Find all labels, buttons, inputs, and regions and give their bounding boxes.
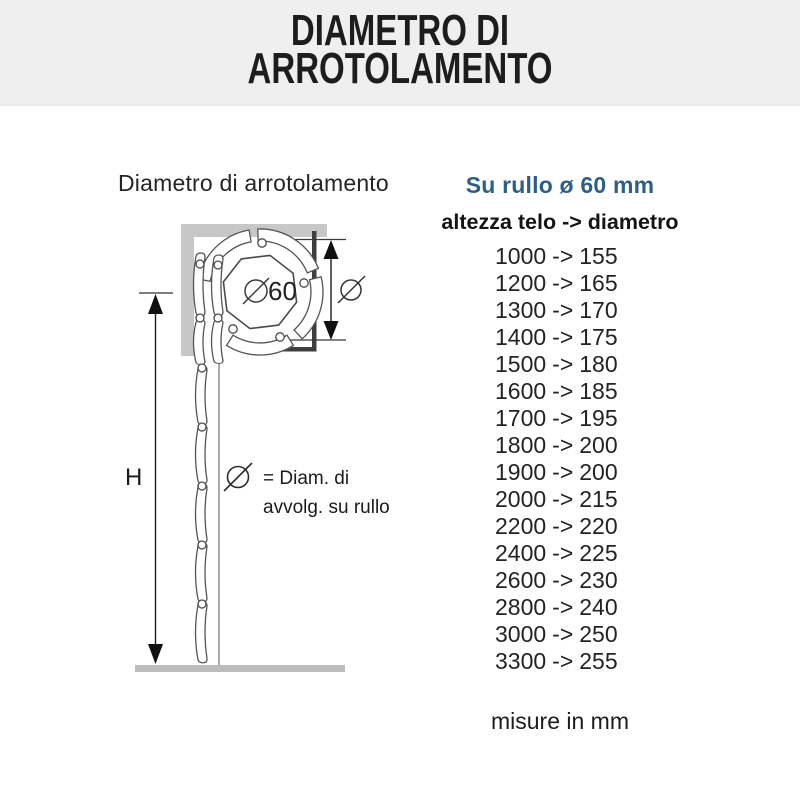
row-height-value: 1400 bbox=[495, 324, 547, 350]
row-arrow: -> bbox=[552, 270, 574, 296]
row-diameter-value: 175 bbox=[579, 324, 618, 350]
row-diameter-value: 240 bbox=[579, 594, 618, 620]
row-diameter-value: 220 bbox=[579, 513, 618, 539]
curtain-slat bbox=[212, 320, 224, 363]
page-title-line1: DIAMETRO DI bbox=[290, 6, 510, 55]
table-subtitle: altezza telo -> diametro bbox=[441, 210, 679, 234]
size-table-panel bbox=[420, 0, 700, 800]
row-diameter-value: 185 bbox=[579, 378, 618, 404]
row-height-value: 1800 bbox=[495, 432, 547, 458]
row-height-value: 2000 bbox=[495, 486, 547, 512]
curtain-slat bbox=[194, 320, 206, 365]
row-arrow: -> bbox=[552, 594, 574, 620]
table-row bbox=[495, 432, 695, 459]
curtain-slat bbox=[196, 366, 208, 425]
row-height-value: 2200 bbox=[495, 513, 547, 539]
curtain-slat bbox=[196, 602, 208, 663]
coil-slat bbox=[294, 277, 323, 339]
row-diameter-value: 165 bbox=[579, 270, 618, 296]
table-row bbox=[495, 351, 695, 378]
height-dim-arrow bbox=[139, 293, 173, 664]
row-diameter-value: 215 bbox=[579, 486, 618, 512]
row-diameter-value: 225 bbox=[579, 540, 618, 566]
shutter-diagram bbox=[110, 205, 430, 695]
row-arrow: -> bbox=[552, 486, 574, 512]
row-arrow: -> bbox=[552, 459, 574, 485]
row-height-value: 2400 bbox=[495, 540, 547, 566]
row-arrow: -> bbox=[552, 540, 574, 566]
row-arrow: -> bbox=[552, 243, 574, 269]
row-arrow: -> bbox=[552, 351, 574, 377]
table-row bbox=[495, 594, 695, 621]
row-arrow: -> bbox=[552, 513, 574, 539]
row-diameter-value: 255 bbox=[579, 648, 618, 674]
table-row bbox=[495, 243, 695, 270]
curtain-slat bbox=[196, 425, 208, 484]
table-row bbox=[495, 378, 695, 405]
table-row bbox=[495, 405, 695, 432]
row-diameter-value: 170 bbox=[579, 297, 618, 323]
table-row bbox=[495, 486, 695, 513]
size-table bbox=[495, 243, 695, 675]
legend-diameter-icon bbox=[224, 463, 252, 491]
row-diameter-value: 155 bbox=[579, 243, 618, 269]
table-row bbox=[495, 513, 695, 540]
row-height-value: 1600 bbox=[495, 378, 547, 404]
row-diameter-value: 200 bbox=[579, 459, 618, 485]
page-title-line2: ARROTOLAMENTO bbox=[247, 44, 553, 93]
units-note: misure in mm bbox=[490, 708, 629, 734]
row-height-value: 3000 bbox=[495, 621, 547, 647]
row-height-value: 1500 bbox=[495, 351, 547, 377]
row-arrow: -> bbox=[552, 324, 574, 350]
row-height-value: 1200 bbox=[495, 270, 547, 296]
diameter-dim-arrow bbox=[324, 240, 339, 340]
octagon-shaft bbox=[223, 255, 297, 328]
curtain-chain bbox=[196, 366, 208, 663]
row-height-value: 1900 bbox=[495, 459, 547, 485]
table-row bbox=[495, 621, 695, 648]
curtain-slat bbox=[196, 484, 208, 543]
hub-diameter-value: 60 bbox=[268, 276, 297, 306]
height-label: H bbox=[125, 464, 143, 491]
row-diameter-value: 180 bbox=[579, 351, 618, 377]
diameter-dim-icon bbox=[338, 276, 365, 303]
left-heading: Diametro di arrotolamento bbox=[118, 170, 389, 196]
row-height-value: 2800 bbox=[495, 594, 547, 620]
row-height-value: 1700 bbox=[495, 405, 547, 431]
row-arrow: -> bbox=[552, 297, 574, 323]
row-arrow: -> bbox=[552, 432, 574, 458]
legend-text-line2: avvolg. su rullo bbox=[263, 497, 390, 518]
legend bbox=[224, 463, 390, 518]
row-height-value: 3300 bbox=[495, 648, 547, 674]
row-arrow: -> bbox=[552, 405, 574, 431]
row-arrow: -> bbox=[552, 378, 574, 404]
table-row bbox=[495, 297, 695, 324]
row-arrow: -> bbox=[552, 567, 574, 593]
legend-text-line1: = Diam. di bbox=[263, 468, 350, 489]
table-row bbox=[495, 648, 695, 675]
table-row bbox=[495, 270, 695, 297]
table-row bbox=[495, 324, 695, 351]
row-diameter-value: 250 bbox=[579, 621, 618, 647]
table-row bbox=[495, 459, 695, 486]
row-height-value: 2600 bbox=[495, 567, 547, 593]
row-diameter-value: 195 bbox=[579, 405, 618, 431]
row-height-value: 1300 bbox=[495, 297, 547, 323]
row-arrow: -> bbox=[552, 648, 574, 674]
table-row bbox=[495, 567, 695, 594]
curtain-slat bbox=[196, 543, 208, 602]
row-diameter-value: 200 bbox=[579, 432, 618, 458]
table-row bbox=[495, 540, 695, 567]
row-arrow: -> bbox=[552, 621, 574, 647]
row-height-value: 1000 bbox=[495, 243, 547, 269]
row-diameter-value: 230 bbox=[579, 567, 618, 593]
table-title: Su rullo ø 60 mm bbox=[465, 172, 655, 198]
floor-bar bbox=[135, 665, 345, 672]
